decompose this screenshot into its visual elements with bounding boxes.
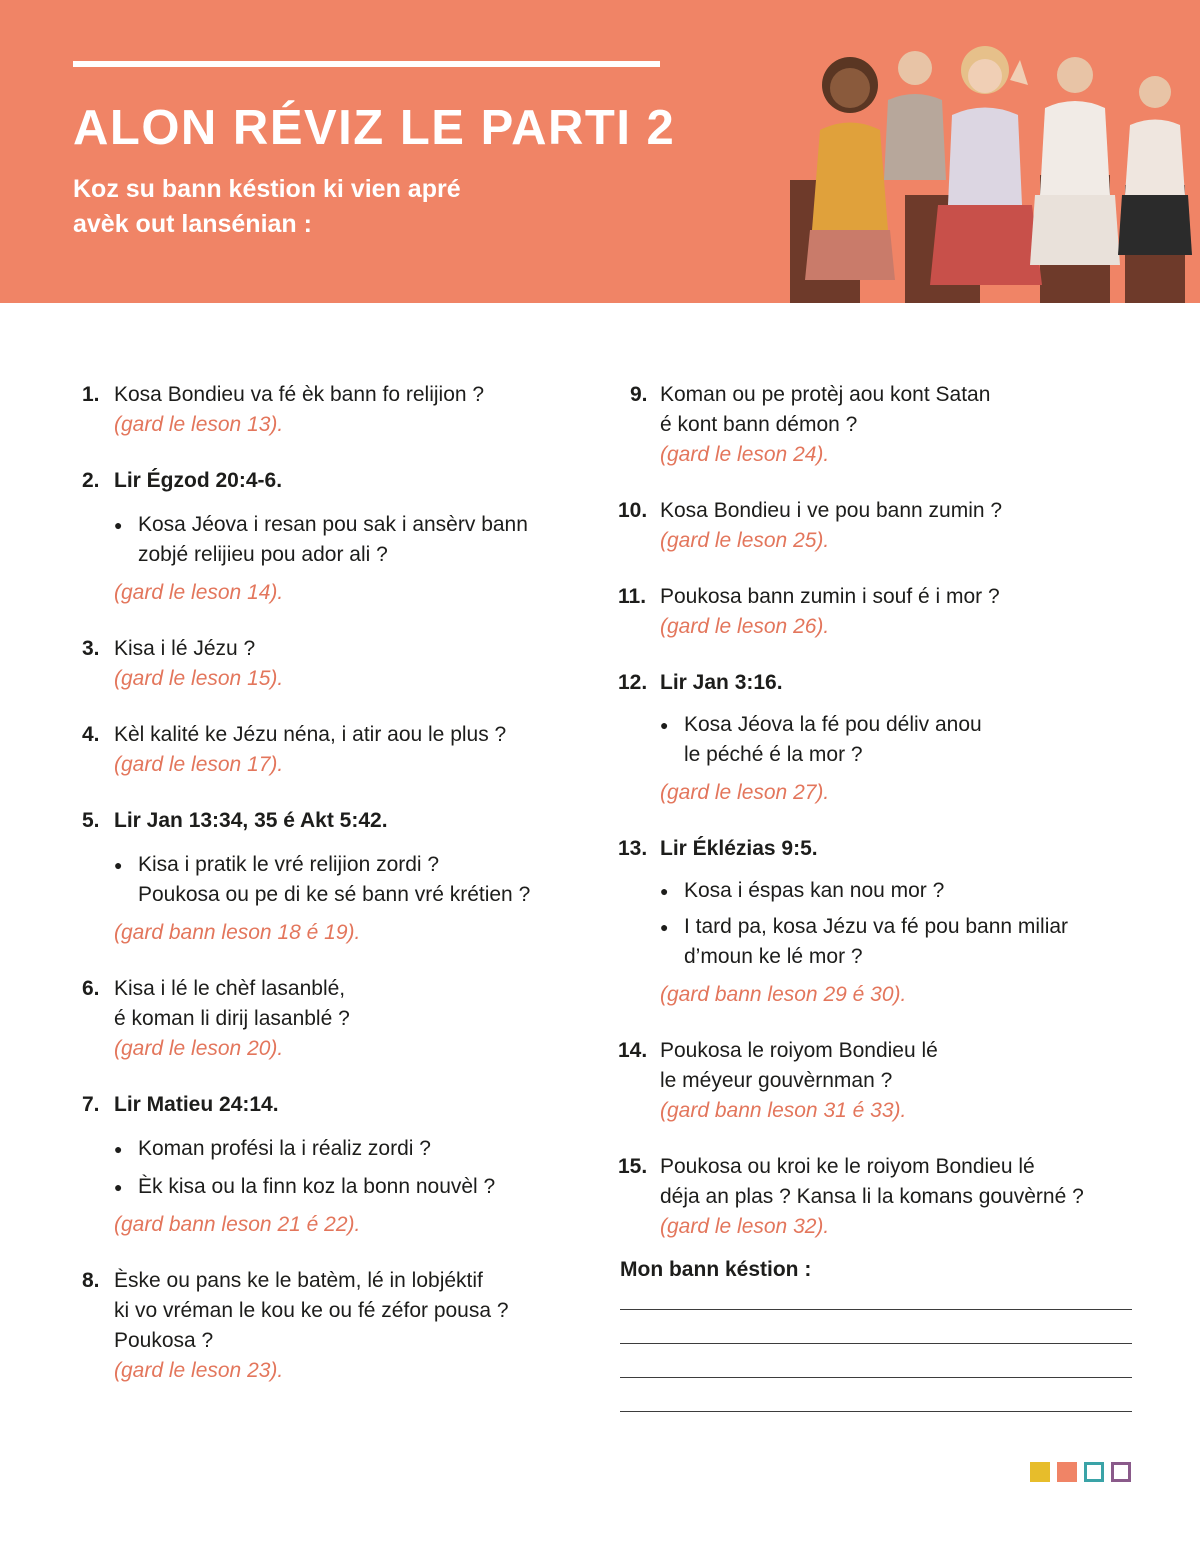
question-number: 13.: [618, 837, 648, 860]
question-item: [82, 974, 582, 1064]
question-number: 5.: [82, 809, 100, 832]
lesson-reference: (gard le leson 14).: [114, 581, 284, 604]
scripture-reading: Lir Jan 13:34, 35 é Akt 5:42.: [114, 809, 388, 832]
question-text: ● Kisa i pratik le vré relijion zordi ?: [138, 853, 440, 876]
question-text: Poukosa ou pe di ke sé bann vré krétien ?: [138, 883, 531, 906]
question-number: 6.: [82, 977, 100, 1000]
lesson-reference: (gard le leson 15).: [114, 667, 284, 690]
scripture-reading: Lir Matieu 24:14.: [114, 1093, 279, 1116]
question-text: Kisa i lé le chèf lasanblé,: [114, 977, 346, 1000]
question-item: [82, 466, 582, 608]
question-item: [82, 380, 582, 440]
questions-right-column: [618, 380, 1138, 1242]
lesson-reference: (gard le leson 13).: [114, 413, 284, 436]
question-item: [618, 1036, 1138, 1126]
question-text: le méyeur gouvèrnman ?: [660, 1069, 893, 1092]
question-text: ● Kosa Jéova la fé pou déliv anou: [684, 713, 982, 736]
lesson-reference: (gard le leson 23).: [114, 1359, 284, 1382]
question-text: déja an plas ? Kansa li la komans gouvèrné ?: [660, 1185, 1084, 1208]
bullet-question: [114, 510, 582, 570]
question-number: 3.: [82, 637, 100, 660]
question-text: ● Èk kisa ou la finn koz la bonn nouvèl ?: [138, 1175, 496, 1198]
lesson-reference: (gard le leson 17).: [114, 753, 284, 776]
question-number: 2.: [82, 469, 100, 492]
question-item: [82, 1090, 582, 1240]
question-number: 8.: [82, 1269, 100, 1292]
question-text: ● Koman profési la i réaliz zordi ?: [138, 1137, 431, 1160]
question-text: Kèl kalité ke Jézu néna, i atir aou le plus ?: [114, 723, 507, 746]
question-number: 4.: [82, 723, 100, 746]
lesson-reference: (gard bann leson 18 é 19).: [114, 921, 361, 944]
question-text: ki vo vréman le kou ke ou fé zéfor pousa ?: [114, 1299, 509, 1322]
question-text: ● Kosa Jéova i resan pou sak i ansèrv bann: [138, 513, 528, 536]
question-text: é kont bann démon ?: [660, 413, 858, 436]
question-item: [618, 1152, 1138, 1242]
question-text: Poukosa le roiyom Bondieu lé: [660, 1039, 938, 1062]
subtitle-line: Koz su bann késtion ki vien apré: [73, 175, 461, 203]
questions-left-column: [82, 380, 582, 1386]
question-item: [82, 634, 582, 694]
lesson-reference: (gard bann leson 29 é 30).: [660, 983, 907, 1006]
question-text: Kosa Bondieu i ve pou bann zumin ?: [660, 499, 1003, 522]
question-text: Èske ou pans ke le batèm, lé in lobjéktif: [114, 1269, 483, 1292]
question-item: [82, 720, 582, 780]
page-subtitle: [73, 172, 461, 242]
writing-line: [620, 1411, 1132, 1412]
question-text: Poukosa ou kroi ke le roiyom Bondieu lé: [660, 1155, 1035, 1178]
question-item: [618, 582, 1138, 642]
lesson-reference: (gard le leson 32).: [660, 1215, 830, 1238]
question-text: ● Kosa i éspas kan nou mor ?: [684, 879, 945, 902]
person-icon: [805, 57, 895, 280]
question-text: ● I tard pa, kosa Jézu va fé pou bann miliar: [684, 915, 1069, 938]
bullet-question: [660, 710, 1138, 770]
person-icon: [1030, 57, 1120, 265]
bullet-question: [660, 912, 1138, 972]
question-text: Poukosa bann zumin i souf é i mor ?: [660, 585, 1000, 608]
question-item: [618, 496, 1138, 556]
bullet-question: [114, 1172, 582, 1202]
scripture-reading: Lir Égzod 20:4-6.: [114, 469, 283, 492]
filled-square-icon: [1057, 1462, 1077, 1482]
lesson-reference: (gard le leson 20).: [114, 1037, 284, 1060]
bullet-question: [114, 850, 582, 910]
person-icon: [930, 46, 1042, 285]
writing-line: [620, 1343, 1132, 1344]
question-item: [618, 668, 1138, 808]
question-item: [618, 834, 1138, 1010]
person-icon: [1118, 76, 1192, 255]
question-text: zobjé relijieu pou ador ali ?: [138, 543, 388, 566]
header-banner: [0, 0, 1200, 303]
scripture-reading: Lir Éklézias 9:5.: [660, 837, 818, 860]
lesson-reference: (gard bann leson 31 é 33).: [660, 1099, 907, 1122]
question-text: Kosa Bondieu va fé èk bann fo relijion ?: [114, 383, 485, 406]
color-squares: [1030, 1462, 1131, 1482]
lesson-reference: (gard bann leson 21 é 22).: [114, 1213, 361, 1236]
writing-line: [620, 1377, 1132, 1378]
outline-square-icon: [1084, 1462, 1104, 1482]
question-text: Koman ou pe protèj aou kont Satan: [660, 383, 991, 406]
question-number: 9.: [630, 383, 648, 406]
question-text: é koman li dirij lasanblé ?: [114, 1007, 350, 1030]
scripture-reading: Lir Jan 3:16.: [660, 671, 783, 694]
my-questions-label: Mon bann késtion :: [620, 1258, 812, 1281]
question-text: Kisa i lé Jézu ?: [114, 637, 256, 660]
lesson-reference: (gard le leson 27).: [660, 781, 830, 804]
bullet-question: [660, 876, 1138, 906]
lesson-reference: (gard le leson 25).: [660, 529, 830, 552]
question-number: 12.: [618, 671, 648, 694]
question-text: Poukosa ?: [114, 1329, 214, 1352]
question-number: 10.: [618, 499, 648, 522]
lesson-reference: (gard le leson 24).: [660, 443, 830, 466]
subtitle-line: avèk out lansénian :: [73, 210, 312, 238]
page-title: ALON RÉVIZ LE PARTI 2: [73, 101, 676, 155]
outline-square-icon: [1111, 1462, 1131, 1482]
question-text: le péché é la mor ?: [684, 743, 863, 766]
banner-illustration: [770, 30, 1200, 303]
question-number: 15.: [618, 1155, 648, 1178]
question-number: 11.: [618, 585, 647, 608]
filled-square-icon: [1030, 1462, 1050, 1482]
writing-line: [620, 1309, 1132, 1310]
question-item: [82, 806, 582, 948]
question-number: 14.: [618, 1039, 648, 1062]
lesson-reference: (gard le leson 26).: [660, 615, 830, 638]
person-icon: [884, 51, 946, 180]
question-text: d’moun ke lé mor ?: [684, 945, 863, 968]
header-rule: [73, 61, 660, 67]
question-item: [82, 1266, 582, 1386]
question-number: 7.: [82, 1093, 100, 1116]
question-item: [618, 380, 1138, 470]
question-number: 1.: [82, 383, 100, 406]
bullet-question: [114, 1134, 582, 1164]
